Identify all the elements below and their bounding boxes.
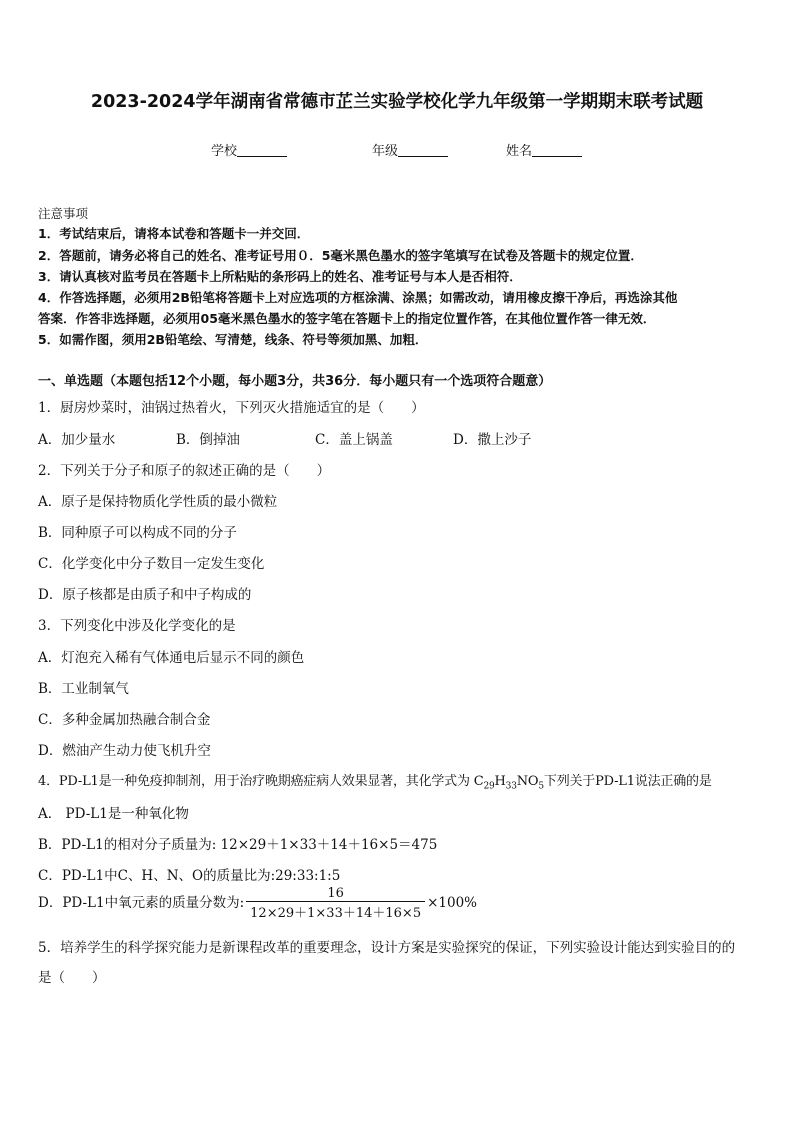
q4-stem-text: 下列关于PD-L1说法正确的是 (543, 774, 712, 789)
formula-part: H (494, 774, 506, 789)
notice-item: 5．如需作图，须用2B铅笔绘、写清楚，线条、符号等须加黑、加粗． (38, 332, 428, 347)
fraction-denominator: 12×29＋1×33＋14＋16×5 (246, 901, 425, 921)
q4-option-c[interactable]: C．PD-L1中C、H、N、O的质量比为:29:33:1:5 (38, 868, 341, 884)
school-field[interactable] (211, 140, 287, 159)
fraction-numerator: 16 (327, 886, 344, 901)
q1-option-d[interactable]: D．撒上沙子 (453, 432, 532, 448)
question-3-stem: 3．下列变化中涉及化学变化的是 (38, 618, 236, 634)
q4-option-b[interactable]: B．PD-L1的相对分子质量为: 12×29＋1×33＋14＋16×5＝475 (38, 837, 438, 853)
q3-option-a[interactable]: A．灯泡充入稀有气体通电后显示不同的颜色 (38, 650, 305, 666)
notice-item: 答案．作答非选择题，必须用05毫米黑色墨水的签字笔在答题卡上的指定位置作答，在其他位置作答一律无效． (38, 311, 656, 326)
grade-label: 年级 (372, 144, 399, 159)
notice-item: 1．考试结束后，请将本试卷和答题卡一并交回． (38, 226, 310, 241)
school-blank[interactable] (237, 144, 287, 157)
grade-field[interactable] (372, 140, 448, 159)
q1-option-b[interactable]: B．倒掉油 (176, 432, 240, 448)
question-4-stem (38, 770, 712, 792)
q3-option-d[interactable]: D．燃油产生动力使飞机升空 (38, 743, 211, 759)
q4-option-d-suffix: ×100% (427, 895, 478, 911)
q2-option-c[interactable]: C．化学变化中分子数目一定发生变化 (38, 556, 265, 572)
question-1-stem: 1．厨房炒菜时，油锅过热着火，下列灭火措施适宜的是（ ） (38, 400, 425, 416)
notice-item: 2．答题前，请务必将自己的姓名、准考证号用０．5毫米黑色墨水的签字笔填写在试卷及答题卡的规定位置． (38, 248, 643, 263)
formula-sub: 33 (505, 781, 517, 792)
formula-sub: 5 (538, 781, 544, 792)
section-heading: 一、单选题（本题包括12个小题，每小题3分，共36分．每小题只有一个选项符合题意） (38, 374, 552, 389)
q3-option-b[interactable]: B．工业制氧气 (38, 681, 129, 697)
q1-option-c[interactable]: C．盖上锅盖 (315, 432, 393, 448)
q2-option-b[interactable]: B．同种原子可以构成不同的分子 (38, 525, 237, 541)
q4-option-a[interactable]: A． PD-L1是一种氧化物 (38, 806, 189, 822)
question-2-stem: 2．下列关于分子和原子的叙述正确的是（ ） (38, 463, 331, 479)
notice-heading: 注意事项 (38, 206, 89, 221)
notice-item: 3．请认真核对监考员在答题卡上所粘贴的条形码上的姓名、准考证号与本人是否相符． (38, 269, 522, 284)
formula-part: NO (516, 774, 539, 789)
name-label: 姓名 (506, 144, 533, 159)
q1-option-a[interactable]: A．加少量水 (38, 432, 116, 448)
q4-stem-text: 4．PD-L1是一种免疫抑制剂，用于治疗晚期癌症病人效果显著，其化学式为 C (38, 774, 484, 789)
name-field[interactable] (506, 140, 582, 159)
q4-option-d[interactable] (38, 886, 477, 921)
grade-blank[interactable] (398, 144, 448, 157)
question-5-stem-cont: 是（ ） (38, 970, 106, 986)
q4-option-d-text: D．PD-L1中氧元素的质量分数为: (38, 895, 245, 911)
page-title: 2023-2024学年湖南省常德市芷兰实验学校化学九年级第一学期期末联考试题 (90, 92, 704, 112)
formula-sub: 29 (483, 781, 495, 792)
name-blank[interactable] (532, 144, 582, 157)
school-label: 学校 (211, 144, 238, 159)
notice-item: 4．作答选择题，必须用2B铅笔将答题卡上对应选项的方框涂满、涂黑；如需改动，请用橡皮擦干净后，再选涂其他 (38, 290, 678, 305)
q2-option-d[interactable]: D．原子核都是由质子和中子构成的 (38, 587, 252, 603)
q2-option-a[interactable]: A．原子是保持物质化学性质的最小微粒 (38, 494, 278, 510)
q3-option-c[interactable]: C．多种金属加热融合制合金 (38, 712, 211, 728)
fraction (246, 886, 425, 921)
question-5-stem: 5．培养学生的科学探究能力是新课程改革的重要理念，设计方案是实验探究的保证，下列实验设计能达到实验目的的 (38, 940, 736, 956)
